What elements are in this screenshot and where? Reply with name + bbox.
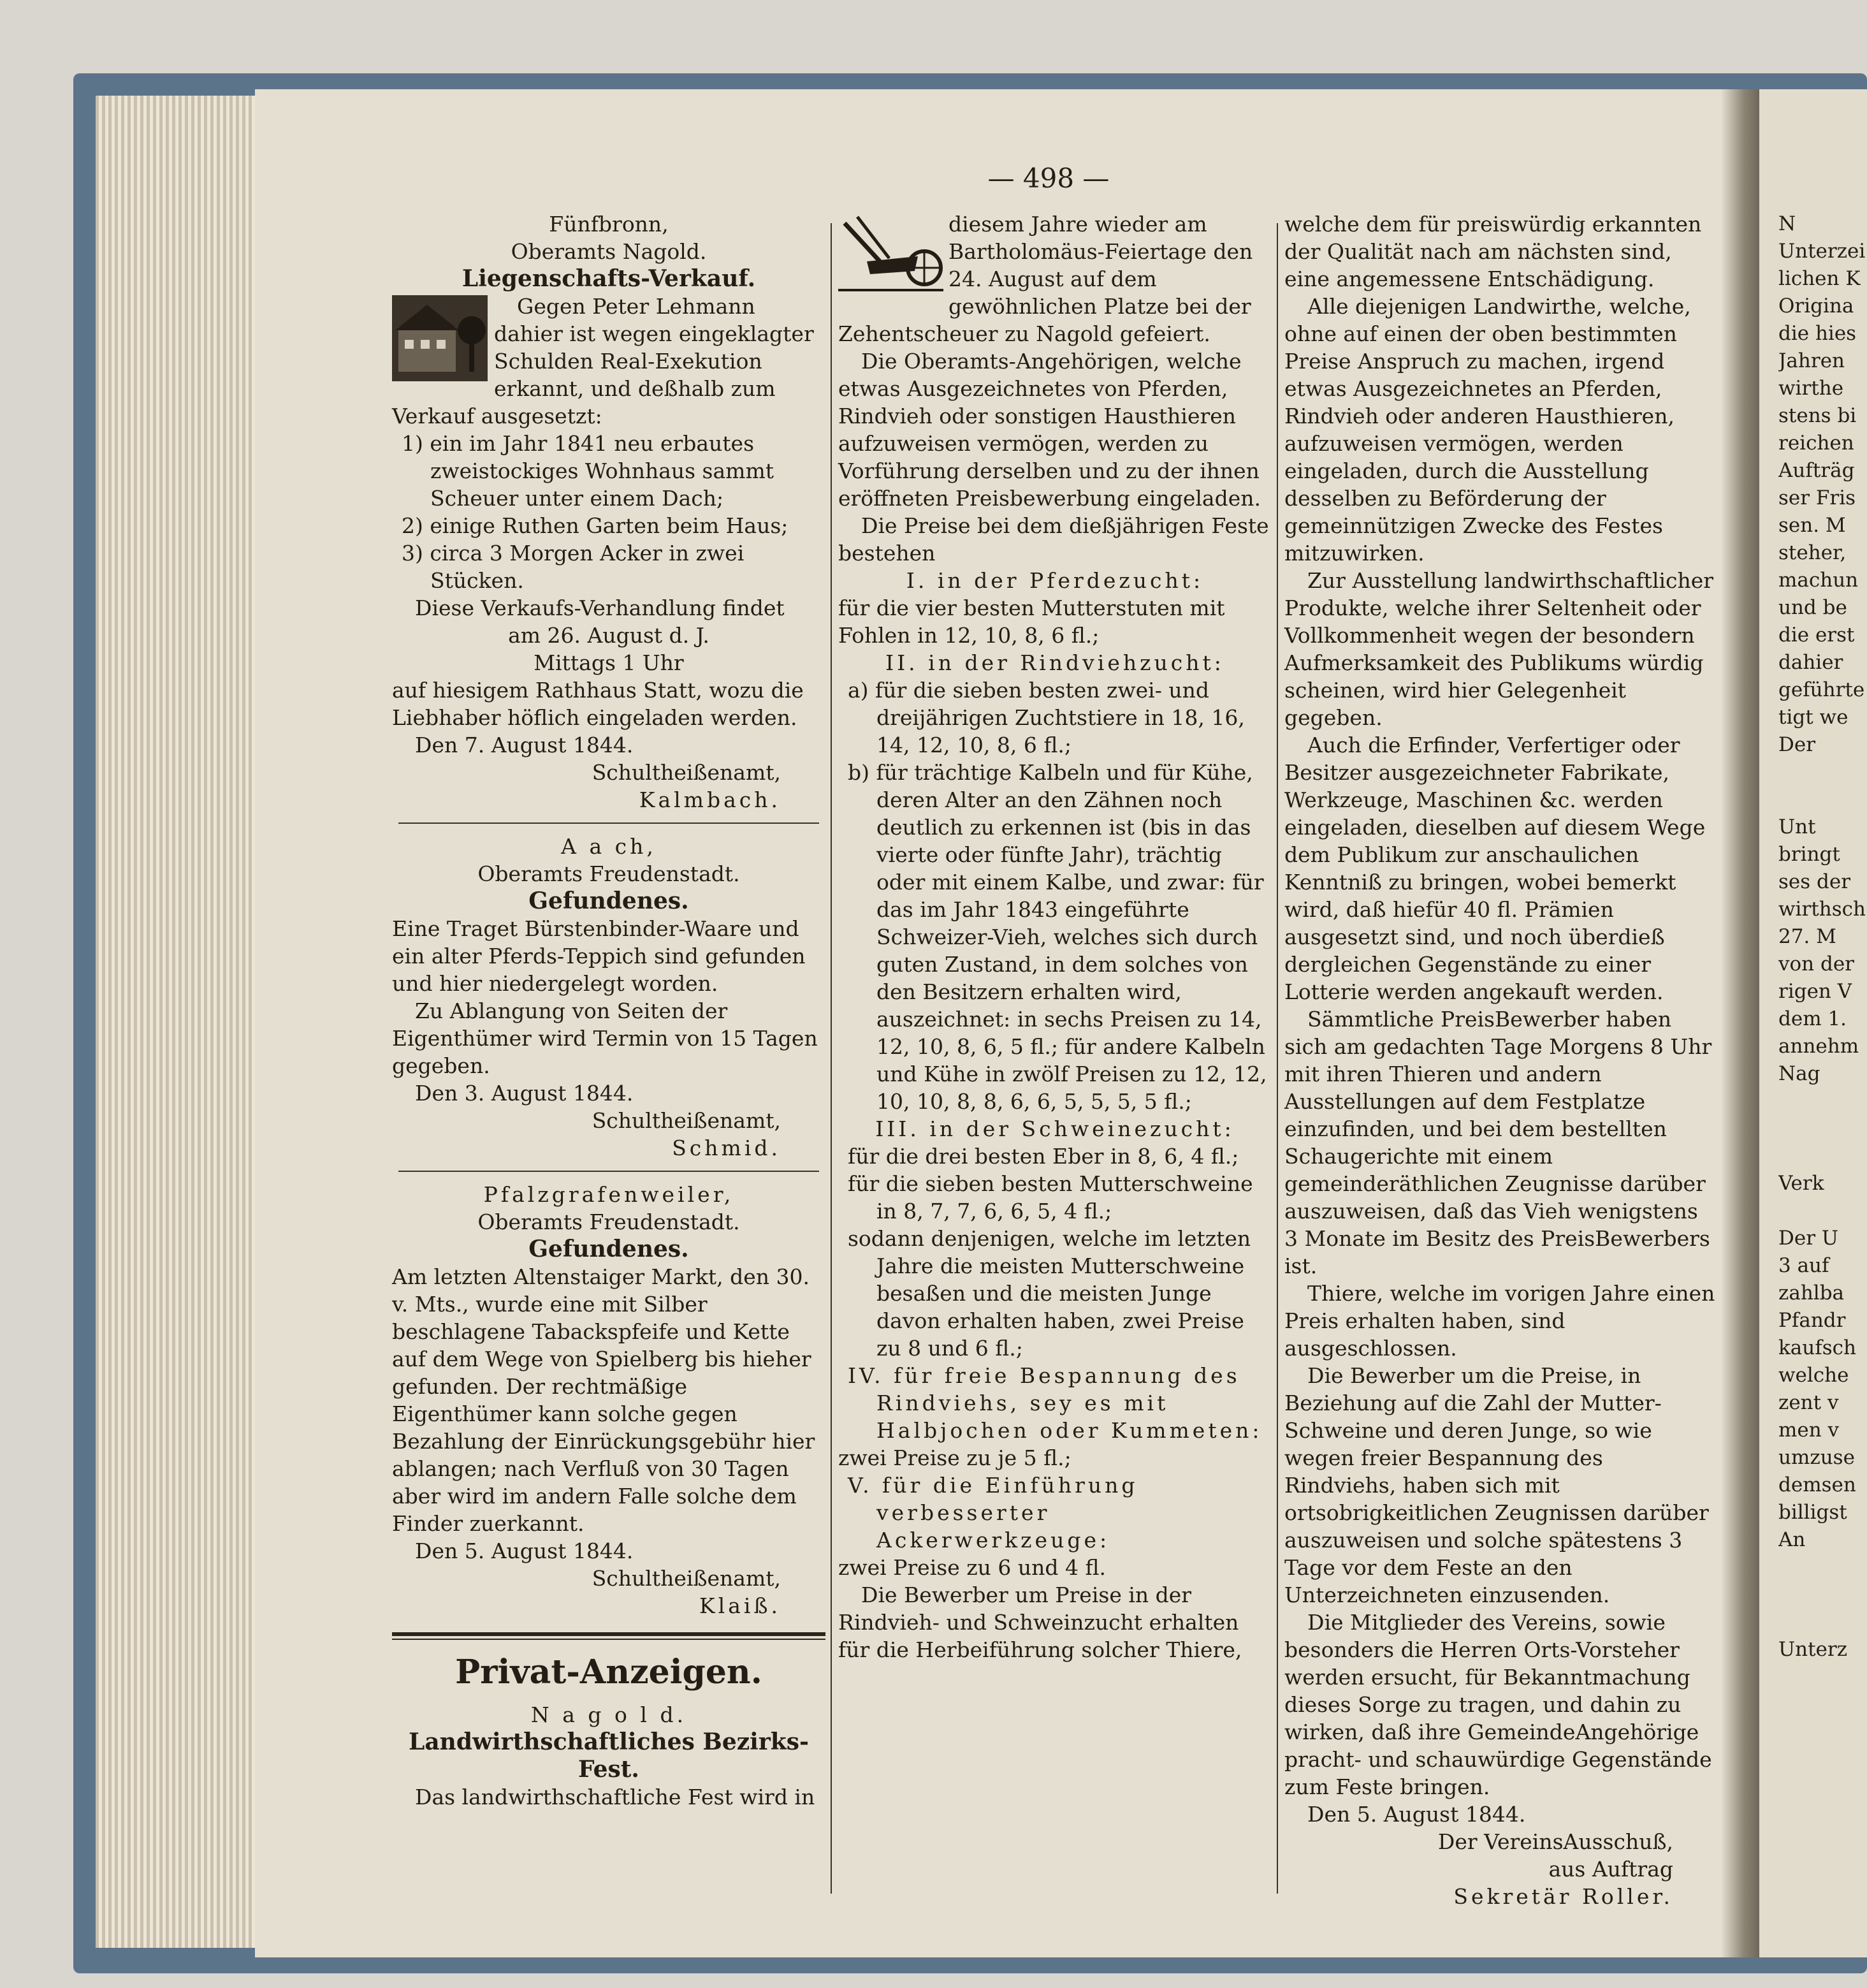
fragment-line — [1778, 1143, 1867, 1170]
office: Schultheißenamt, — [592, 760, 781, 785]
fragment-line: von der — [1778, 953, 1855, 976]
fragment-line: ses der — [1778, 870, 1851, 893]
fragment-line — [1778, 786, 1867, 814]
paragraph: Thiere, welche im vorigen Jahre einen Preis erhalten haben, sind ausgeschlossen. — [1284, 1281, 1715, 1361]
fragment-line: und be — [1778, 596, 1847, 619]
place: N a g o l d. — [530, 1702, 687, 1727]
paragraph: Die Bewerber um Preise in der Rindvieh- und Schweinzucht erhalten für die Herbeiführung solcher Thiere, — [838, 1582, 1242, 1662]
prize-text: für die vier besten Mutterstuten mit Fohlen in 12, 10, 8, 6 fl.; — [838, 596, 1225, 648]
fragment-line: wirthe — [1778, 377, 1844, 400]
column-rule — [831, 223, 832, 1894]
place: Pfalzgrafenweiler, — [483, 1182, 734, 1207]
fragment-line: demsen — [1778, 1473, 1856, 1496]
fragment-line: Der U — [1778, 1227, 1838, 1250]
official: Schmid. — [672, 1136, 781, 1160]
fragment-line: Verk — [1778, 1172, 1824, 1195]
sale-place: auf hiesigem Rathhaus Statt, wozu die Liebhaber höflich eingeladen werden. — [392, 678, 804, 730]
page-number: — 498 — — [987, 163, 1110, 194]
signature: aus Auftrag — [1548, 1857, 1673, 1882]
fragment-line: dahier — [1778, 651, 1843, 674]
signature: Sekretär Roller. — [1453, 1884, 1673, 1909]
fragment-line: stens bi — [1778, 404, 1857, 427]
place: A a ch, — [561, 834, 657, 859]
fragment-line: zent v — [1778, 1391, 1839, 1414]
heading: Gefundenes. — [528, 888, 689, 914]
intro: Gegen Peter Lehmann dahier ist wegen eingeklagter Schulden Real-Exekution erkannt, und deßhalb zum Verkauf ausgesetzt: — [392, 294, 814, 428]
fragment-line: Der — [1778, 733, 1816, 756]
notice-fuenfbronn — [392, 210, 825, 814]
fragment-line: 3 auf — [1778, 1254, 1829, 1277]
fragment-line: ser Fris — [1778, 486, 1856, 509]
plough-woodcut-icon — [838, 210, 943, 296]
fragment-line: annehm — [1778, 1035, 1859, 1058]
notice-nagold — [392, 1701, 825, 1811]
paragraph: Sämmtliche PreisBewerber haben sich am gedachten Tage Morgens 8 Uhr mit ihren Thieren und andern Ausstellungen auf dem Festplatze einzufinden, und bei dem bestellten Schaugerichte mit einem gemeinderäthlichen Zeugnisse darüber auszuweisen, daß das Vieh wenigstens 3 Monate im Besitz des PreisBewerbers ist. — [1284, 1007, 1712, 1278]
fragment-line: Unterzei — [1778, 240, 1866, 263]
prize-section-title: I. in der Pferdezucht: — [906, 568, 1204, 593]
column-1 — [392, 210, 825, 1811]
fragment-line: 27. M — [1778, 925, 1836, 948]
district: Oberamts Nagold. — [511, 239, 707, 264]
paragraph: Die Mitglieder des Vereins, sowie besonders die Herren Orts-Vorsteher werden ersucht, für Bekanntmachung dieses Sorge zu tragen, und dahin zu wirken, daß ihre GemeindeAngehörige pracht- und schauwürdige Gegenstände zum Feste bringen. — [1284, 1610, 1712, 1799]
column-3 — [1284, 210, 1718, 1910]
prize-text: für die sieben besten Mutterschweine in 8, 7, 7, 6, 6, 5, 4 fl.; — [848, 1171, 1253, 1224]
notice-aach — [392, 833, 825, 1162]
paragraph: Auch die Erfinder, Verfertiger oder Besitzer ausgezeichneter Fabrikate, Werkzeuge, Maschinen &c. werden eingeladen, dieselben auf diesem Wege dem Publikum zur anschaulichen Kenntniß zu bringen, wobei bemerkt wird, daß hiefür 40 fl. Prämien ausgesetzt sind, und noch überdieß dergleichen Gegenstände zu einer Lotterie werden angekauft werden. — [1284, 733, 1706, 1004]
prize-section-title: II. in der Rindviehzucht: — [885, 650, 1224, 675]
sale-time: Mittags 1 Uhr — [534, 650, 684, 675]
fragment-line: zahlba — [1778, 1282, 1845, 1305]
fragment-line: N — [1778, 212, 1796, 235]
text: Am letzten Altenstaiger Markt, den 30. v. Mts., wurde eine mit Silber beschlagene Tabackspfeife und Kette auf dem Wege von Spielberg bis hieher gefunden. Der rechtmäßige Eigenthümer kann solche gegen Bezahlung der Einrückungsgebühr hier ablangen; nach Verfluß von 30 Tagen aber wird im andern Falle solche dem Finder zuerkannt. — [392, 1264, 815, 1536]
item: 2) einige Ruthen Garten beim Haus; — [402, 513, 788, 538]
text: Das landwirthschaftliche Fest wird in — [415, 1785, 815, 1809]
fragment-line: Origina — [1778, 295, 1854, 318]
fragment-line: dem 1. — [1778, 1007, 1847, 1030]
fragment-line: rigen V — [1778, 980, 1852, 1003]
office: Schultheißenamt, — [592, 1108, 781, 1133]
item: 1) ein im Jahr 1841 neu erbautes zweistockiges Wohnhaus sammt Scheuer unter einem Dach; — [402, 431, 774, 511]
fragment-line: welche — [1778, 1364, 1849, 1387]
fragment-line: Jahren — [1778, 349, 1845, 372]
fragment-line — [1778, 1115, 1867, 1143]
sale-line: Diese Verkaufs-Verhandlung findet — [415, 596, 785, 620]
prize-section-title: III. in der Schweinezucht: — [875, 1116, 1235, 1141]
fragment-line: Nag — [1778, 1062, 1820, 1085]
date: Den 5. August 1844. — [415, 1539, 634, 1563]
prize-text: a) für die sieben besten zwei- und dreijährigen Zuchtstiere in 18, 16, 14, 12, 10, 8, 6 fl.; — [848, 678, 1245, 757]
fragment-line — [1778, 1088, 1867, 1115]
paragraph: Die Bewerber um die Preise, in Beziehung auf die Zahl der Mutter-Schweine und deren Junge, so wie wegen freier Bespannung des Rindviehs, haben sich mit ortsobrigkeitlichen Zeugnissen darüber auszuweisen und solche spätestens 3 Tage vor dem Feste an den Unterzeichneten einzusenden. — [1284, 1363, 1709, 1607]
fragment-line — [1778, 1197, 1867, 1225]
text: Zu Ablangung von Seiten der Eigenthümer wird Termin von 15 Tagen gegeben. — [392, 998, 818, 1078]
prize-text: sodann denjenigen, welche im letzten Jahre die meisten Mutterschweine besaßen und die meisten Junge davon erhalten haben, zwei Preise zu 8 und 6 fl.; — [848, 1226, 1251, 1361]
place: Fünfbronn, — [549, 212, 669, 237]
fragment-line: Unt — [1778, 815, 1816, 838]
fragment-line: Aufträg — [1778, 459, 1855, 482]
fragment-line: steher, — [1778, 541, 1847, 564]
fragment-line — [1778, 1581, 1867, 1609]
double-rule — [392, 1639, 825, 1640]
signature: Der VereinsAusschuß, — [1437, 1829, 1673, 1854]
prize-text: b) für trächtige Kalbeln und für Kühe, deren Alter an den Zähnen noch deutlich zu erkennen ist (bis in das vierte oder fünfte Jahr), trächtig oder mit einem Kalbe, und zwar: für das im Jahr 1843 eingeführte Schweizer-Vieh, welches sich durch guten Zustand, in dem solches von den Besitzern erhalten wird, auszeichnet: in sechs Preisen zu 14, 12, 10, 8, 6, 5 fl.; für andere Kalbeln und Kühe in zwölf Preisen zu 12, 12, 10, 10, 8, 8, 6, 6, 5, 5, 5, 5 fl.; — [848, 760, 1267, 1114]
page-edges — [96, 96, 261, 1948]
date: Den 3. August 1844. — [415, 1081, 634, 1106]
fragment-line: Unterz — [1778, 1638, 1848, 1661]
fragment-line: die erst — [1778, 624, 1855, 647]
fragment-line: lichen K — [1778, 267, 1861, 290]
column-2 — [838, 210, 1272, 1663]
prize-section-title: V. für die Einführung verbesserter Ackerwerkzeuge: — [848, 1473, 1138, 1553]
fragment-line — [1778, 1554, 1867, 1581]
official: Klaiß. — [699, 1593, 781, 1618]
fragment-line: Pfandr — [1778, 1309, 1846, 1332]
sale-date: am 26. August d. J. — [508, 623, 709, 648]
date: Den 7. August 1844. — [415, 733, 634, 757]
fragment-line: kaufsch — [1778, 1336, 1856, 1359]
separator — [398, 1171, 819, 1172]
official: Kalmbach. — [639, 787, 781, 812]
district: Oberamts Freudenstadt. — [477, 1210, 740, 1234]
section-heading: Privat-Anzeigen. — [455, 1653, 762, 1692]
text: Eine Traget Bürstenbinder-Waare und ein alter Pferds-Teppich sind gefunden und hier niedergelegt worden. — [392, 916, 806, 996]
separator — [398, 822, 819, 824]
fragment-line — [1778, 759, 1867, 786]
column-rule — [1277, 223, 1278, 1894]
prize-text: zwei Preise zu 6 und 4 fl. — [838, 1555, 1106, 1580]
fragment-line: sen. M — [1778, 514, 1846, 537]
fragment-line: An — [1778, 1528, 1806, 1551]
column-4-fragment — [1778, 210, 1867, 1663]
prize-text: für die drei besten Eber in 8, 6, 4 fl.; — [848, 1144, 1239, 1169]
fragment-line: wirthsch — [1778, 898, 1866, 921]
fragment-line: bringt — [1778, 843, 1840, 866]
fragment-line: die hies — [1778, 322, 1857, 345]
prize-text: zwei Preise zu je 5 fl.; — [838, 1445, 1072, 1470]
date: Den 5. August 1844. — [1307, 1802, 1526, 1827]
house-woodcut-icon — [392, 295, 488, 381]
heading: Gefundenes. — [528, 1236, 689, 1262]
book-gutter — [1721, 89, 1759, 1957]
fragment-line: reichen — [1778, 432, 1854, 455]
paragraph: Die Preise bei dem dießjährigen Feste bestehen — [838, 513, 1269, 566]
fragment-line: umzuse — [1778, 1446, 1855, 1469]
office: Schultheißenamt, — [592, 1566, 781, 1591]
paragraph: Zur Ausstellung landwirthschaftlicher Produkte, welche ihrer Seltenheit oder Vollkommenheit wegen der besondern Aufmerksamkeit des Publikums würdig scheinen, wird hier Gelegenheit gegeben. — [1284, 568, 1714, 730]
heading: Liegenschafts-Verkauf. — [461, 265, 756, 292]
fragment-line — [1778, 1609, 1867, 1636]
heading: Landwirthschaftliches Bezirks-Fest. — [409, 1729, 809, 1783]
item: 3) circa 3 Morgen Acker in zwei Stücken. — [402, 541, 745, 593]
paragraph: welche dem für preiswürdig erkannten der Qualität nach am nächsten sind, eine angemessene Entschädigung. — [1284, 212, 1702, 291]
fragment-line: men v — [1778, 1419, 1840, 1442]
fragment-line: geführte — [1778, 678, 1865, 701]
intro: diesem Jahre wieder am Bartholomäus-Feiertage den 24. August auf dem gewöhnlichen Platze bei der Zehentscheuer zu Nagold gefeiert. — [838, 212, 1253, 346]
fragment-line: billigst — [1778, 1501, 1847, 1524]
prize-section-title: IV. für freie Bespannung des Rindviehs, sey es mit Halbjochen oder Kummeten: — [848, 1363, 1263, 1443]
fragment-line: machun — [1778, 569, 1859, 592]
notice-pfalzgrafenweiler — [392, 1181, 825, 1619]
fragment-line: tigt we — [1778, 706, 1849, 729]
district: Oberamts Freudenstadt. — [477, 861, 740, 886]
double-rule — [392, 1632, 825, 1636]
paragraph: Alle diejenigen Landwirthe, welche, ohne auf einen der oben bestimmten Preise Anspruch zu machen, irgend etwas Ausgezeichnetes an Pferden, Rindvieh oder anderen Hausthieren, aufzuweisen vermögen, werden eingeladen, durch die Ausstellung desselben zu Beförderung der gemeinnützigen Zwecke des Festes mitzuwirken. — [1284, 294, 1691, 566]
paragraph: Die Oberamts-Angehörigen, welche etwas Ausgezeichnetes von Pferden, Rindvieh oder sonstigen Hausthieren aufzuweisen vermögen, werden zu Vorführung derselben und zu der ihnen eröffneten Preisbewerbung eingeladen. — [838, 349, 1261, 511]
